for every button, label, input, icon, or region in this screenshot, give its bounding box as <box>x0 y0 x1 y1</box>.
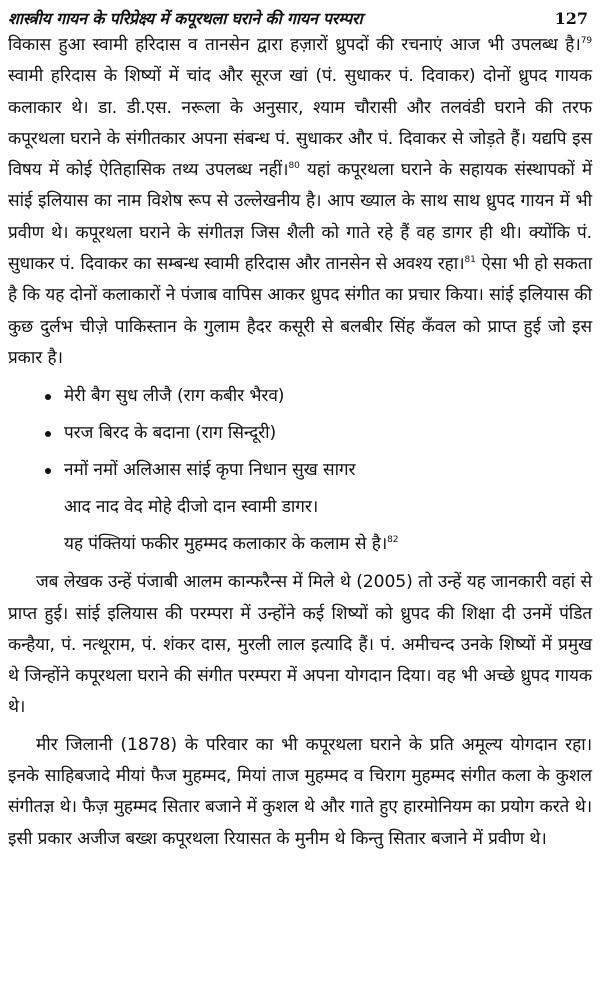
text-segment: स्वामी हरिदास के शिष्यों में चांद और सूरज खां (पं. सुधाकर पं. दिवाकर) दोनों ध्रुपद गायक कलाकार थे। डा. डी.एस. नरूला के अनुसार, श्याम चौरासी और तलवंडी घराने की तरफ कपूरथला घराने के संगीतकार अपना संबन्ध पं. सुधाकर और पं. दिवाकर से जोड़ते हैं। यद्यपि इस विषय में कोई ऐतिहासिक तथ्य उपलब्ध नहीं। <box>8 66 592 181</box>
running-title: शास्त्रीय गायन के परिप्रेक्ष्य में कपूरथला घराने की गायन परम्परा <box>8 9 363 28</box>
list-item: नमों नमों अलिआस सांई कृपा निधान सुख सागर <box>8 452 592 489</box>
list-item: मेरी बैग सुध लीजै (राग कबीर भैरव) <box>8 378 592 415</box>
text-segment: विकास हुआ स्वामी हरिदास व तानसेन द्वारा हज़ारों ध्रुपदों की रचनाएं आज भी उपलब्ध है। <box>8 35 581 55</box>
paragraph-1 <box>8 30 592 374</box>
running-header <box>8 0 592 30</box>
verse-list <box>8 378 592 563</box>
footnote-ref-79[interactable]: 79 <box>580 36 592 46</box>
text-segment: यहां कपूरथला घराने के सहायक संस्थापकों में सांई इलियास का नाम विशेष रूप से उल्लेखनीय है। आप ख्याल के साथ साथ ध्रुपद गायन में भी प्रवीण थे। कपूरथला घराने के संगीतज्ञ जिस शैली को गाते रहे हैं वह डागर ही थी। क्योंकि पं. सुधाकर पं. दिवाकर का सम्बन्ध स्वामी हरिदास और तानसेन से अवश्य रहा। <box>8 160 593 275</box>
paragraph-3: मीर जिलानी (1878) के परिवार का भी कपूरथला घराने के प्रति अमूल्य योगदान रहा। इनके साहिबजादे मीयां फैज मुहम्मद, मियां ताज मुहम्मद व चिराग मुहम्मद संगीत कला के कुशल संगीतज्ञ थे। फैज़ मुहम्मद सितार बजाने में कुशल थे और गाते हुए हारमोनियम का प्रयोग करते थे। इसी प्रकार अजीज बख्श कपूरथला रियासत के मुनीम थे किन्तु सितार बजाने में प्रवीण थे। <box>8 734 592 849</box>
verse-continuation: आद नाद वेद मोहे दीजो दान स्वामी डागर। <box>64 497 319 518</box>
footnote-ref-80[interactable]: 80 <box>288 161 300 172</box>
page-number: 127 <box>554 9 588 28</box>
verse-attribution <box>8 526 592 563</box>
text-segment: ऐसा भी हो सकता है कि यह दोनों कलाकारों ने पंजाब वापिस आकर ध्रुपद संगीत का प्रचार किया। सांई इलियास की कुछ दुर्लभ चीज़े पाकिस्तान के गुलाम हैदर कसूरी से बलबीर सिंह कँवल को प्राप्त हुई जो इस प्रकार है। <box>8 254 592 368</box>
list-item: परज बिरद के बदाना (राग सिन्दूरी) <box>8 415 592 452</box>
attribution-text: यह पंक्तियां फकीर मुहम्मद कलाकार के कलाम से है। <box>64 534 388 555</box>
paragraph-2: जब लेखक उन्हें पंजाबी आलम कान्फरैन्स में मिले थे (2005) तो उन्हें यह जानकारी वहां से प्राप्त हुई। सांई इलियास की परम्परा में उन्होंने कई शिष्यों को ध्रुपद की शिक्षा दी उनमें पंडित कन्हैया, पं. नत्थूराम, पं. शंकर दास, मुरली लाल इत्यादि हैं। पं. अमीचन्द उनके शिष्यों में प्रमुख थे जिन्होंने कपूरथला घराने की संगीत परम्परा में अपना योगदान दिया। वह भी अच्छे ध्रुपद गायक थे। <box>8 572 592 718</box>
footnote-ref-82[interactable]: 82 <box>387 535 399 546</box>
body-text <box>8 30 592 855</box>
footnote-ref-81[interactable]: 81 <box>464 255 476 266</box>
